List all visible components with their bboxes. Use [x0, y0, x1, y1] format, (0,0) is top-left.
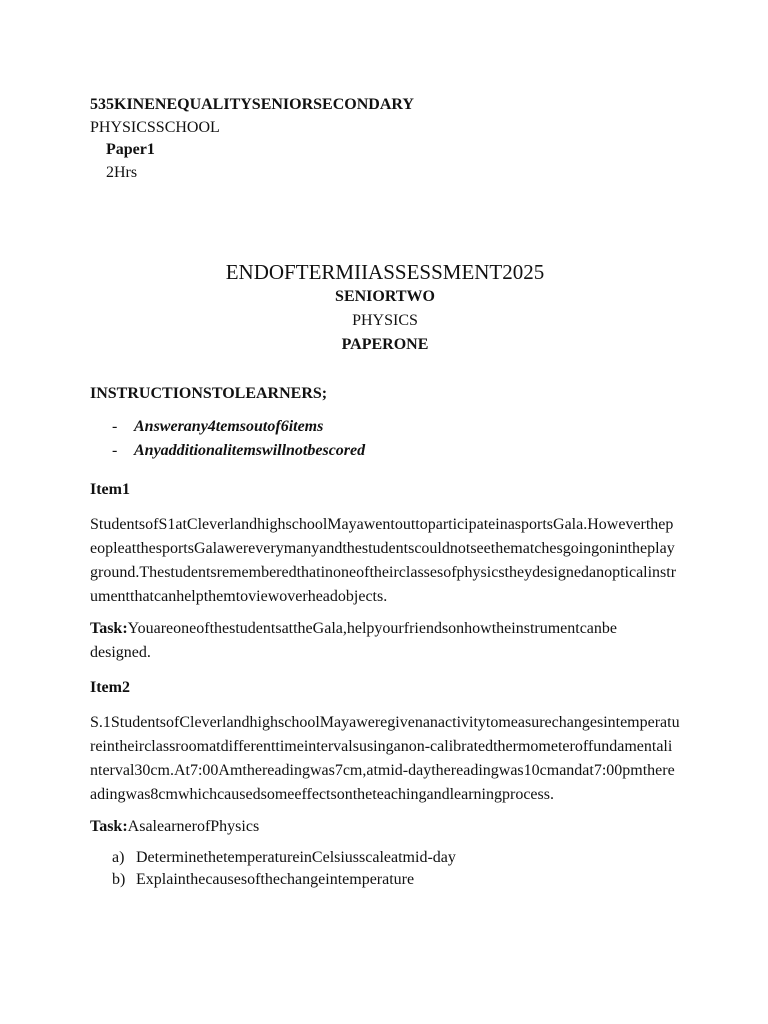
- subtask-text: DeterminethetemperatureinCelsiusscaleatmid-day: [136, 849, 456, 866]
- task-label: Task:: [90, 818, 128, 835]
- task-label: Task:: [90, 620, 128, 637]
- class-title: SENIORTWO: [335, 288, 435, 305]
- instruction-item: [90, 415, 680, 439]
- item-task: [90, 617, 680, 665]
- item-section: [90, 479, 680, 665]
- document-page: [90, 94, 680, 907]
- exam-duration: 2Hrs: [106, 163, 138, 181]
- item-scenario: StudentsofS1atCleverlandhighschoolMayawentouttoparticipateinasportsGala.HoweverthepeopleatthesportsGalawereverymanyandthestudentscouldnotseethematchesgoingonintheplayground.Thestudentsrememberedthatinoneoftheirclassesofphysicstheydesignedanopticalinstrumentthatcanhelpthemtoviewoverheadobjects.: [90, 516, 677, 605]
- exam-title: ENDOFTERMIIASSESSMENT2025: [225, 260, 545, 284]
- subtask-item: [90, 847, 680, 869]
- item-task: [90, 815, 680, 839]
- item-scenario: S.1StudentsofCleverlandhighschoolMayaweregivenanactivitytomeasurechangesintemperatureintheirclassroomatdifferenttimeintervalsusinganon-calibratedthermometeroffundamentalinterval30cm.At7:00Amthereadingwas7cm,atmid-daythereadingwas10cmandat7:00pmthereadingwas8cmwhichcausedsomeeffectsontheteachingandlearningprocess.: [90, 714, 680, 803]
- subtask-list: [90, 847, 680, 891]
- task-text: AsalearnerofPhysics: [127, 818, 260, 835]
- subject-school-line: PHYSICSSCHOOL: [90, 118, 220, 136]
- task-text: YouareoneofthestudentsattheGala,helpyourfriendsonhowtheinstrumentcanbe designed.: [90, 620, 618, 661]
- bullet-dash: -: [112, 442, 118, 459]
- subtask-marker: b): [112, 871, 126, 888]
- subject-title: PHYSICS: [352, 312, 418, 329]
- subtask-text: Explainthecausesofthechangeintemperature: [136, 871, 415, 888]
- school-name: 535KINENEQUALITYSENIORSECONDARY: [90, 96, 414, 113]
- item-section: [90, 677, 680, 891]
- item-heading: Item2: [90, 679, 130, 696]
- instruction-item: [90, 439, 680, 463]
- instructions-heading: INSTRUCTIONSTOLEARNERS;: [90, 385, 328, 402]
- bullet-dash: -: [112, 418, 118, 435]
- instruction-text: Anyadditionalitemswillnotbescored: [134, 442, 366, 459]
- exam-title-block: [90, 259, 680, 357]
- subtask-marker: a): [112, 849, 125, 866]
- instruction-text: Answerany4temsoutof6items: [134, 418, 324, 435]
- school-header: [90, 94, 680, 184]
- instructions-list: [90, 415, 680, 463]
- paper-number: Paper1: [106, 141, 155, 158]
- subtask-item: [90, 869, 680, 891]
- item-heading: Item1: [90, 481, 130, 498]
- paper-title: PAPERONE: [341, 336, 429, 353]
